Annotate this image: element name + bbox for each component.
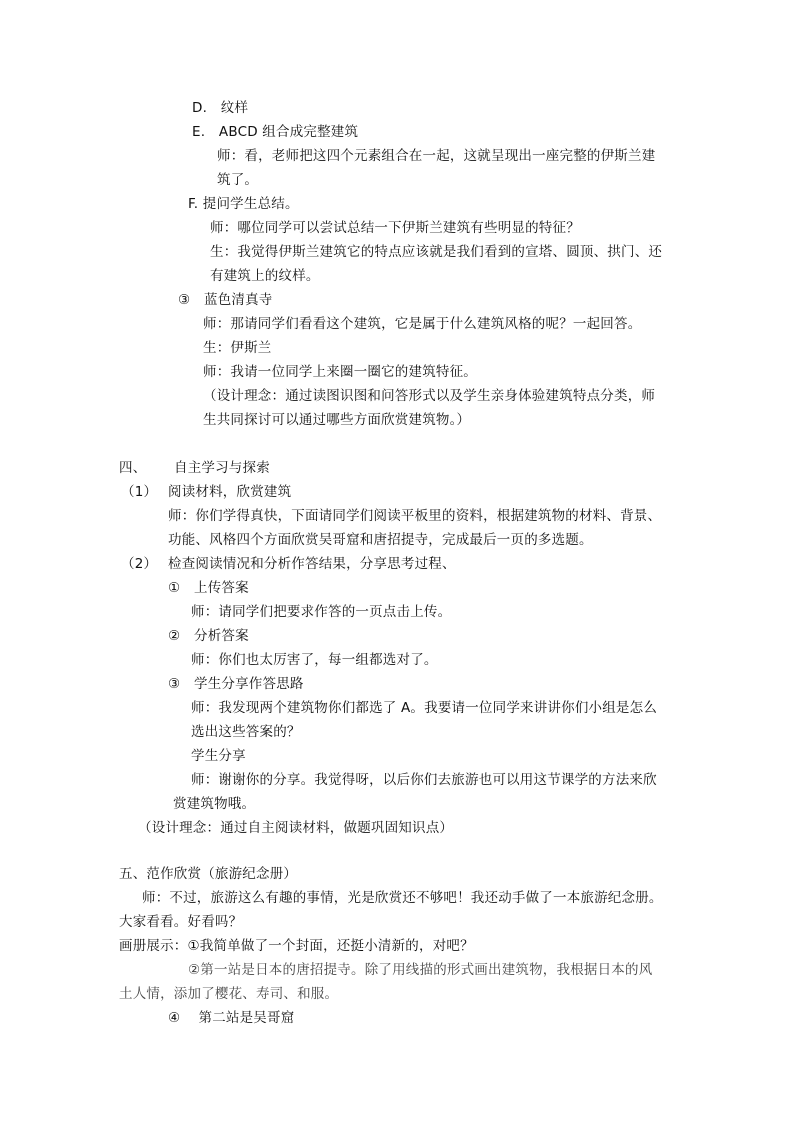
- album-stop-one: ②第一站是日本的唐招提寺。除了用线描的形式画出建筑物，我根据日本的风: [188, 962, 653, 978]
- substep-upload: ① 上传答案: [168, 580, 249, 596]
- student-answer: 生：伊斯兰: [203, 340, 272, 356]
- teacher-line: 师：谢谢你的分享。我觉得呀，以后你们去旅游也可以用这节课学的方法来欣: [191, 772, 657, 788]
- teacher-question: 师：那请同学们看看这个建筑，它是属于什么建筑风格的呢？一起回答。: [203, 316, 642, 332]
- section-four-title: 自主学习与探索: [174, 460, 270, 476]
- teacher-line: 师：我请一位同学上来圈一圈它的建筑特征。: [203, 364, 477, 380]
- substep-analyze: ② 分析答案: [168, 628, 249, 644]
- design-note: （设计理念：通过自主阅读材料，做题巩固知识点）: [138, 820, 454, 836]
- subheading-blue-mosque: ③ 蓝色清真寺: [178, 292, 273, 308]
- teacher-line-continued: 赏建筑物哦。: [173, 796, 256, 812]
- list-item-d: D. 纹样: [192, 100, 249, 116]
- list-item-e: E. ABCD 组合成完整建筑: [192, 124, 359, 140]
- teacher-line: 师：请同学们把要求作答的一页点击上传。: [191, 604, 452, 620]
- step-two-title: 检查阅读情况和分析作答结果，分享思考过程、: [168, 556, 456, 572]
- teacher-instruction: 师：你们学得真快，下面请同学们阅读平板里的资料，根据建筑物的材料、背景、: [168, 508, 662, 524]
- teacher-line-continued: 筑了。: [217, 172, 259, 188]
- substep-share: ③ 学生分享作答思路: [168, 676, 304, 692]
- design-note-continued: 生共同探讨可以通过哪些方面欣赏建筑物。）: [203, 412, 471, 428]
- album-showcase: 画册展示：①我简单做了一个封面，还挺小清新的，对吧？: [119, 938, 474, 954]
- step-two-number: （2）: [121, 556, 158, 572]
- teacher-line: 师：你们也太厉害了，每一组都选对了。: [191, 652, 438, 668]
- design-note: （设计理念：通过读图识图和问答形式以及学生亲身体验建筑特点分类，师: [203, 388, 656, 404]
- teacher-question: 师：哪位同学可以尝试总结一下伊斯兰建筑有些明显的特征？: [210, 220, 580, 236]
- teacher-line: 师：不过，旅游这么有趣的事情，光是欣赏还不够吧！我还动手做了一本旅游纪念册。: [142, 890, 663, 906]
- section-five-title: 五、范作欣赏（旅游纪念册）: [119, 866, 298, 882]
- step-one-title: 阅读材料，欣赏建筑: [168, 484, 292, 500]
- album-stop-one-continued: 土人情，添加了樱花、寿司、和服。: [119, 986, 339, 1002]
- teacher-line: 师：我发现两个建筑物你们都选了 A。我要请一位同学来讲讲你们小组是怎么: [191, 700, 658, 716]
- teacher-line: 师：看，老师把这四个元素组合在一起，这就呈现出一座完整的伊斯兰建: [217, 148, 656, 164]
- step-one-number: （1）: [121, 484, 158, 500]
- student-answer-continued: 有建筑上的纹样。: [210, 268, 320, 284]
- student-share: 学生分享: [191, 748, 246, 764]
- teacher-line-continued: 选出这些答案的？: [191, 724, 301, 740]
- list-item-f: F. 提问学生总结。: [188, 196, 299, 212]
- section-four-number: 四、: [119, 460, 147, 476]
- teacher-instruction-continued: 功能、风格四个方面欣赏吴哥窟和唐招提寺，完成最后一页的多选题。: [168, 532, 593, 548]
- album-stop-two: ④ 第二站是吴哥窟: [168, 1010, 295, 1026]
- student-answer: 生：我觉得伊斯兰建筑它的特点应该就是我们看到的宣塔、圆顶、拱门、还: [210, 244, 663, 260]
- teacher-line-continued: 大家看看。好看吗？: [119, 914, 243, 930]
